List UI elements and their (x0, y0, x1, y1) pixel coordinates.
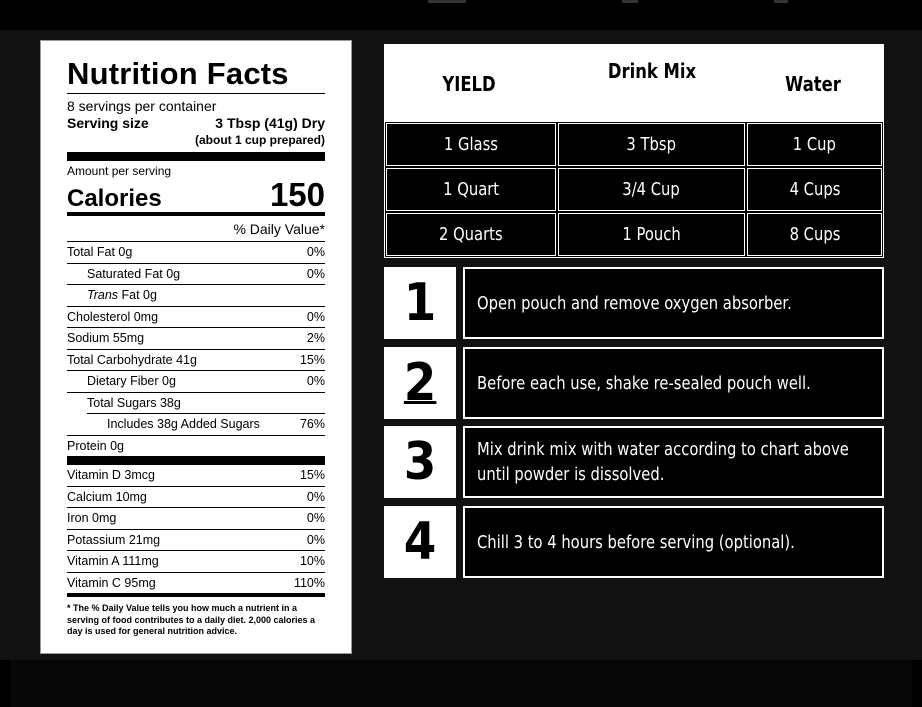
nutrient-label: Total Carbohydrate 41g (67, 352, 197, 367)
nutrient-row-total-sugars (67, 392, 325, 414)
nutrient-dv: 76% (299, 417, 325, 431)
nutrition-title: Nutrition Facts (67, 56, 289, 91)
header-yield: YIELD (442, 72, 496, 96)
trans-label-rest: Fat 0g (118, 288, 157, 302)
divider-medium (67, 593, 325, 597)
step-number-2 (384, 347, 456, 419)
nutrition-facts-panel (40, 40, 352, 654)
bottom-band (10, 660, 912, 707)
nutrient-row-potassium (67, 529, 325, 551)
nutrient-label: Protein 0g (67, 438, 124, 453)
yield-cell (386, 168, 556, 211)
top-edge-mark (622, 0, 638, 3)
nutrient-label: Total Sugars 38g (87, 395, 181, 410)
nutrient-label: Calcium 10mg (67, 489, 147, 504)
step-text-line: Mix drink mix with water according to chart above (477, 439, 849, 460)
calories-row (67, 178, 325, 212)
step-number-text: 3 (403, 432, 437, 492)
nutrient-dv: 10% (299, 554, 325, 568)
step-text-line: until powder is dissolved. (477, 464, 665, 485)
cell-text: 2 Quarts (439, 224, 503, 245)
nutrient-row-dietary-fiber (67, 370, 325, 392)
nutrient-label: Iron 0mg (67, 511, 117, 525)
nutrient-dv: 15% (299, 352, 325, 367)
serving-size-sub: (about 1 cup prepared) (194, 133, 325, 147)
nutrient-dv: 15% (299, 468, 325, 482)
nutrient-row-trans-fat (67, 284, 325, 306)
divider-thick (67, 456, 325, 465)
cell-text: 1 Glass (443, 134, 499, 155)
yield-table-header (384, 44, 884, 122)
daily-value-footnote: * The % Daily Value tells you how much a nutrient in a serving of food contributes to a daily diet. 2,000 calories a day is used for general nutrition advice. (67, 603, 316, 636)
water-cell (747, 123, 882, 166)
nutrient-label (67, 285, 157, 306)
daily-value-header: % Daily Value* (233, 221, 325, 237)
step-text (477, 437, 849, 487)
top-edge-mark (774, 0, 788, 3)
nutrient-row-cholesterol (67, 306, 325, 328)
step-instruction-3 (463, 426, 884, 498)
calories-label: Calories (67, 185, 162, 212)
nutrient-dv: 0% (306, 374, 325, 388)
cell-text: 3/4 Cup (622, 179, 681, 200)
nutrient-label: Total Fat 0g (67, 245, 133, 259)
nutrient-dv: 110% (293, 575, 325, 590)
nutrient-label: Dietary Fiber 0g (87, 374, 176, 388)
header-drink-mix: Drink Mix (607, 59, 697, 83)
step-number-3 (384, 426, 456, 498)
cell-text: 1 Cup (792, 134, 837, 155)
nutrient-row-total-fat (67, 241, 325, 263)
nutrient-row-calcium (67, 486, 325, 508)
step-number-text: 4 (403, 512, 437, 572)
yield-cell (386, 123, 556, 166)
step-instruction-2 (463, 347, 884, 419)
nutrient-label: Vitamin D 3mcg (67, 468, 155, 482)
nutrient-dv: 0% (306, 489, 325, 504)
calories-value: 150 (269, 176, 325, 213)
cell-text: 3 Tbsp (626, 134, 677, 155)
step-number-text: 2 (403, 353, 437, 413)
serving-size-value: 3 Tbsp (41g) Dry (215, 115, 325, 131)
nutrient-label: Cholesterol 0mg (67, 309, 159, 324)
nutrient-row-added-sugars (87, 413, 325, 435)
nutrient-row-vitamin-c (67, 572, 325, 594)
yield-table (384, 44, 884, 258)
step-text: Chill 3 to 4 hours before serving (optional). (477, 531, 795, 553)
nutrient-dv: 2% (306, 331, 325, 345)
nutrient-dv: 0% (306, 245, 325, 259)
nutrient-row-vitamin-d (67, 465, 325, 486)
nutrient-row-vitamin-a (67, 550, 325, 572)
nutrient-dv: 0% (306, 266, 325, 281)
nutrient-label: Sodium 55mg (67, 331, 145, 345)
cell-text: 1 Pouch (622, 224, 681, 245)
nutrient-label: Potassium 21mg (67, 532, 161, 547)
servings-per-container: 8 servings per container (67, 98, 217, 114)
nutrient-row-sodium (67, 327, 325, 349)
nutrient-dv: 0% (306, 309, 325, 324)
step-text: Before each use, shake re-sealed pouch well. (477, 372, 811, 394)
nutrient-label: Saturated Fat 0g (87, 266, 181, 281)
water-cell (747, 213, 882, 256)
step-number-1 (384, 267, 456, 339)
step-number-text: 1 (403, 273, 437, 333)
divider (67, 93, 325, 94)
nutrient-label: Vitamin A 111mg (67, 554, 159, 568)
drink-mix-cell (558, 213, 745, 256)
step-instruction-1 (463, 267, 884, 339)
nutrient-dv: 0% (306, 511, 325, 525)
cell-text: 1 Quart (443, 179, 499, 200)
yield-cell (386, 213, 556, 256)
serving-size-label: Serving size (67, 115, 149, 131)
step-text: Open pouch and remove oxygen absorber. (477, 292, 792, 314)
nutrient-label: Vitamin C 95mg (67, 575, 156, 590)
drink-mix-cell (558, 168, 745, 211)
nutrient-label: Includes 38g Added Sugars (107, 417, 260, 431)
header-water: Water (785, 72, 841, 96)
nutrient-row-protein (67, 435, 325, 457)
drink-mix-cell (558, 123, 745, 166)
nutrient-row-iron (67, 507, 325, 529)
step-instruction-4 (463, 506, 884, 578)
nutrient-row-saturated-fat (67, 263, 325, 285)
cell-text: 4 Cups (789, 179, 840, 200)
amount-per-serving: Amount per serving (67, 164, 172, 178)
nutrient-dv: 0% (306, 532, 325, 547)
trans-italic: Trans (87, 288, 119, 302)
water-cell (747, 168, 882, 211)
cell-text: 8 Cups (789, 224, 840, 245)
top-edge-mark (428, 0, 466, 3)
serving-size-row (67, 115, 325, 132)
step-number-4 (384, 506, 456, 578)
nutrient-row-total-carbohydrate (67, 349, 325, 371)
divider-thick (67, 152, 325, 161)
